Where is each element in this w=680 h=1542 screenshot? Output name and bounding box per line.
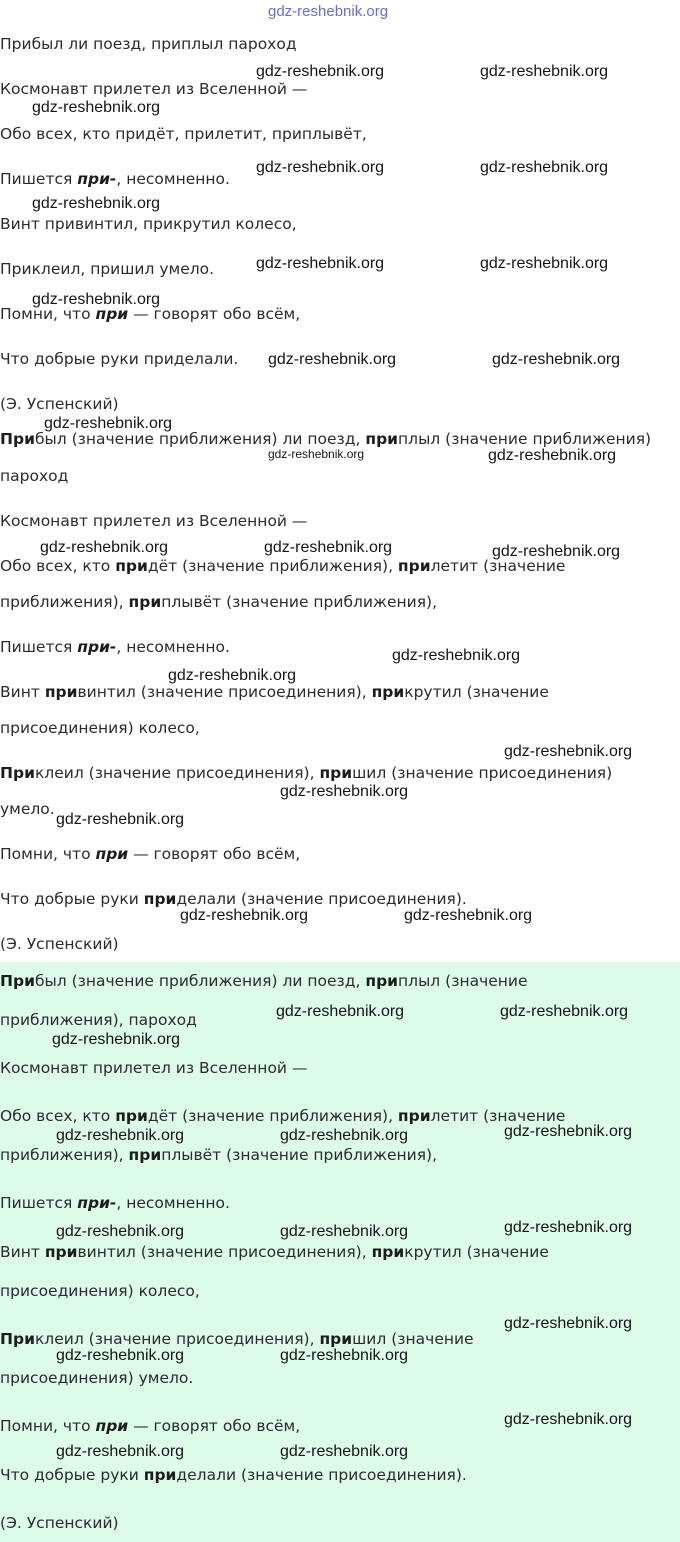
annotated-line-2: Космонавт прилетел из Вселенной — <box>0 512 308 530</box>
annotated-line-6b: умело. <box>0 800 55 818</box>
watermark: gdz-reshebnik.org <box>32 291 161 308</box>
watermark: gdz-reshebnik.org <box>256 63 385 80</box>
watermark: gdz-reshebnik.org <box>276 1003 405 1020</box>
watermark: gdz-reshebnik.org <box>504 743 633 760</box>
watermark: gdz-reshebnik.org <box>56 1347 185 1364</box>
watermark: gdz-reshebnik.org <box>280 1223 409 1240</box>
annotated-author: (Э. Успенский) <box>0 935 119 953</box>
watermark: gdz-reshebnik.org <box>492 543 621 560</box>
answer-line-3: Обо всех, кто придёт (значение приближения), прилетит (значение <box>0 1107 566 1125</box>
watermark: gdz-reshebnik.org <box>268 351 397 368</box>
annotated-line-1: Прибыл (значение приближения) ли поезд, приплыл (значение приближения) <box>0 430 652 448</box>
answer-line-2: Космонавт прилетел из Вселенной — <box>0 1059 308 1077</box>
watermark: gdz-reshebnik.org <box>504 1315 633 1332</box>
annotated-line-4: Пишется при-, несомненно. <box>0 638 230 656</box>
annotated-line-3: Обо всех, кто придёт (значение приближения), прилетит (значение <box>0 557 566 575</box>
answer-line-1b: приближения), пароход <box>0 1011 197 1029</box>
watermark: gdz-reshebnik.org <box>488 447 617 464</box>
answer-line-4: Пишется при-, несомненно. <box>0 1194 230 1212</box>
watermark: gdz-reshebnik.org <box>56 1127 185 1144</box>
poem-line-8: Что добрые руки приделали. <box>0 350 239 368</box>
watermark: gdz-reshebnik.org <box>480 63 609 80</box>
watermark: gdz-reshebnik.org <box>280 783 409 800</box>
annotated-line-1b: пароход <box>0 467 69 485</box>
annotated-line-7: Помни, что при — говорят обо всём, <box>0 845 301 863</box>
watermark: gdz-reshebnik.org <box>264 539 393 556</box>
watermark: gdz-reshebnik.org <box>392 647 521 664</box>
answer-line-3b: приближения), приплывёт (значение приближения), <box>0 1146 438 1164</box>
poem-line-3: Обо всех, кто придёт, прилетит, приплывёт, <box>0 125 367 143</box>
answer-line-5: Винт привинтил (значение присоединения), прикрутил (значение <box>0 1243 549 1261</box>
answer-line-8: Что добрые руки приделали (значение присоединения). <box>0 1466 467 1484</box>
watermark: gdz-reshebnik.org <box>40 539 169 556</box>
watermark: gdz-reshebnik.org <box>404 907 533 924</box>
watermark: gdz-reshebnik.org <box>56 1443 185 1460</box>
watermark: gdz-reshebnik.org <box>56 1223 185 1240</box>
watermark: gdz-reshebnik.org <box>492 351 621 368</box>
watermark: gdz-reshebnik.org <box>268 3 389 20</box>
annotated-line-3b: приближения), приплывёт (значение приближения), <box>0 593 438 611</box>
watermark: gdz-reshebnik.org <box>52 1031 181 1048</box>
watermark: gdz-reshebnik.org <box>504 1411 633 1428</box>
poem-line-5: Винт привинтил, прикрутил колесо, <box>0 215 297 233</box>
watermark: gdz-reshebnik.org <box>256 159 385 176</box>
poem-line-7: Помни, что при — говорят обо всём, <box>0 305 301 323</box>
watermark: gdz-reshebnik.org <box>504 1219 633 1236</box>
watermark: gdz-reshebnik.org <box>480 159 609 176</box>
answer-author: (Э. Успенский) <box>0 1514 119 1532</box>
annotated-line-5b: присоединения) колесо, <box>0 719 200 737</box>
watermark: gdz-reshebnik.org <box>32 99 161 116</box>
watermark: gdz-reshebnik.org <box>480 255 609 272</box>
watermark: gdz-reshebnik.org <box>500 1003 629 1020</box>
poem-line-4: Пишется при-, несомненно. <box>0 170 230 188</box>
annotated-line-6: Приклеил (значение присоединения), пришил (значение присоединения) <box>0 764 613 782</box>
annotated-line-5: Винт привинтил (значение присоединения), прикрутил (значение <box>0 683 549 701</box>
answer-line-6: Приклеил (значение присоединения), пришил (значение <box>0 1330 474 1348</box>
watermark: gdz-reshebnik.org <box>268 447 365 461</box>
watermark: gdz-reshebnik.org <box>256 255 385 272</box>
answer-line-6b: присоединения) умело. <box>0 1369 194 1387</box>
watermark: gdz-reshebnik.org <box>180 907 309 924</box>
answer-line-1: Прибыл (значение приближения) ли поезд, приплыл (значение <box>0 972 528 990</box>
watermark: gdz-reshebnik.org <box>280 1127 409 1144</box>
poem-author: (Э. Успенский) <box>0 395 119 413</box>
watermark: gdz-reshebnik.org <box>168 667 297 684</box>
watermark: gdz-reshebnik.org <box>504 1123 633 1140</box>
answer-line-7: Помни, что при — говорят обо всём, <box>0 1417 301 1435</box>
watermark: gdz-reshebnik.org <box>32 195 161 212</box>
poem-line-1: Прибыл ли поезд, приплыл пароход <box>0 35 297 53</box>
watermark: gdz-reshebnik.org <box>44 415 173 432</box>
watermark: gdz-reshebnik.org <box>56 811 185 828</box>
answer-line-5b: присоединения) колесо, <box>0 1282 200 1300</box>
poem-line-2: Космонавт прилетел из Вселенной — <box>0 80 308 98</box>
watermark: gdz-reshebnik.org <box>280 1443 409 1460</box>
poem-line-6: Приклеил, пришил умело. <box>0 260 215 278</box>
annotated-line-8: Что добрые руки приделали (значение присоединения). <box>0 890 467 908</box>
watermark: gdz-reshebnik.org <box>280 1347 409 1364</box>
